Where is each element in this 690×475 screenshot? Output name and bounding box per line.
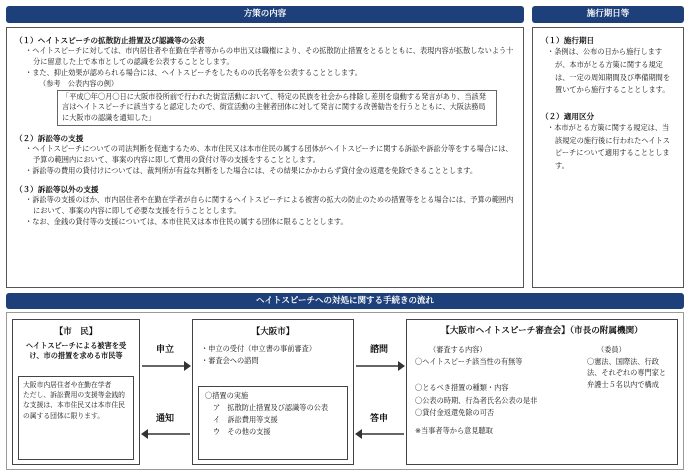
council-left-column (415, 344, 583, 437)
council-left-item-4: 〇貸付金返還免除の可否 (415, 407, 495, 417)
period-section-2-title: （２）適用区分 (541, 111, 595, 121)
period-panel (532, 27, 684, 288)
toushin-label: 答申 (369, 414, 388, 424)
citizen-box (12, 319, 140, 465)
policy-section-1-title: （１）ヘイトスピーチの拡散防止措置及び認識等の公表 (15, 36, 205, 45)
shinritsu-label: 申立 (155, 345, 174, 355)
shimon-label: 諮問 (369, 345, 388, 355)
council-right-body: 〇憲法、国際法、行政法、それぞれの専門家と弁護士５名以内で構成 (587, 356, 667, 389)
policy-reference-label: （参考 公表内容の例） (39, 78, 119, 88)
policy-header: 方策の内容 (6, 6, 524, 23)
tsuchi-label: 通知 (155, 414, 174, 424)
city-measure-a: ア 拡散防止措置及び認識等の公表 (213, 402, 329, 412)
council-right-column (587, 344, 673, 390)
city-item-1: ・申立の受付（申立書の事前審査） (201, 343, 317, 353)
council-left-note: ※当事者等から意見聴取 (415, 426, 493, 436)
council-title: 【大阪市ヘイトスピーチ審査会】（市長の附属機関） (441, 326, 643, 336)
period-section-2-body: ・本市がとる方策に関する規定は、当該規定の施行後に行われたヘイトスピーチについて適用することとします。 (547, 123, 670, 170)
city-title: 【大阪市】 (251, 327, 295, 337)
policy-section-3-title: （３）訴訟等以外の支援 (15, 184, 99, 194)
period-header: 施行期日等 (532, 6, 684, 23)
period-section-1-body: ・条例は、公布の日から施行しますが、本市がとる方策に関する規定は、一定の周知期間及び準備期間を置いてから施行することとします。 (547, 47, 671, 95)
period-section-1-title: （１）施行期日 (541, 36, 595, 45)
city-item-2: ・審査会への諮問 (201, 355, 259, 365)
city-measure-c: ウ その他の支援 (213, 426, 271, 436)
policy-section-3-bullet-1: ・訴訟等の支援のほか、市内居住者や在勤在学者が自らに関するヘイトスピーチによる被害の拡大の防止のための措置等をとる場合には、予算の範囲内において、事案の内容に即して必要な支援を行うこととします。 (25, 195, 514, 215)
council-right-head: （委員） (597, 345, 626, 354)
city-measures-title: 〇措置の実施 (205, 391, 249, 400)
flow-header: ヘイトスピーチへの対処に関する手続きの流れ (6, 293, 684, 309)
policy-section-1-bullet-2: ・また、抑止効果が認められる場合には、ヘイトスピーチをしたものの氏名等を公表することとします。 (25, 67, 362, 77)
arrow-left-toushin (354, 426, 406, 442)
citizen-note: 大阪市内居住者や在勤在学者 ただし、訴訟費用の支援等金銭的な支援は、本市住民又は本市住民の属する団体に限ります。 (18, 376, 134, 460)
arrow-right-shinritsu (140, 358, 192, 374)
citizen-subtitle: ヘイトスピーチによる被害を受け、市の措置を求める市民等 (25, 340, 127, 360)
council-box (406, 319, 678, 465)
city-measures-box (198, 386, 348, 460)
policy-section-2-bullet-2: ・訴訟等の費用の貸付けについては、裁判所が有益な判断をした場合には、その結果にかかわらず貸付金の返還を免除できることとします。 (25, 165, 478, 175)
policy-section-3-bullet-2: ・なお、金銭の貸付等の支援については、本市住民又は本市住民の属する団体に限ることとします。 (25, 216, 348, 226)
council-left-item-3: 〇公表の時期、行為者氏名公表の是非 (415, 395, 538, 405)
council-left-item-2: 〇とるべき措置の種類・内容 (415, 383, 509, 393)
city-measure-b: イ 訴訟費用等支援 (213, 414, 278, 424)
council-left-head: （審査する内容） (429, 345, 487, 354)
arrow-left-tsuchi (140, 426, 192, 442)
council-left-item-1: 〇ヘイトスピーチ該当性の有無等 (415, 357, 523, 367)
citizen-title: 【市 民】 (54, 327, 98, 337)
policy-quote-example: 「平成〇年〇月〇日に大阪市役所前で行われた街宣活動において、特定の民族を社会から排除し差別を扇動する発言があり、当該発言はヘイトスピーチに該当すると認定したので、街宣活動の主催者団体に対して発言に関する改善勧告を行うとともに、大阪法務局に大阪市の認識を通知した」 (57, 90, 497, 126)
policy-section-2-title: （２）訴訟等の支援 (15, 133, 84, 143)
arrow-right-shimon (354, 358, 406, 374)
policy-section-2-bullet-1: ・ヘイトスピーチについての司法判断を促進するため、本市住民又は本市住民の属する団体がヘイトスピーチに関する訴訟や訴訟分等をする場合には、予算の範囲内において、事案の内容に即して費用の貸付け等の支援をすることとします。 (25, 144, 513, 165)
city-box (192, 319, 354, 465)
policy-panel (6, 27, 524, 288)
policy-section-1-bullet-1: ・ヘイトスピーチに対しては、市内居住者や在勤在学者等からの申出又は職権により、その拡散防止措置をとるとともに、表現内容が拡散しないよう十分に留意した上で本市としての認識を公表することとします。 (25, 46, 514, 67)
